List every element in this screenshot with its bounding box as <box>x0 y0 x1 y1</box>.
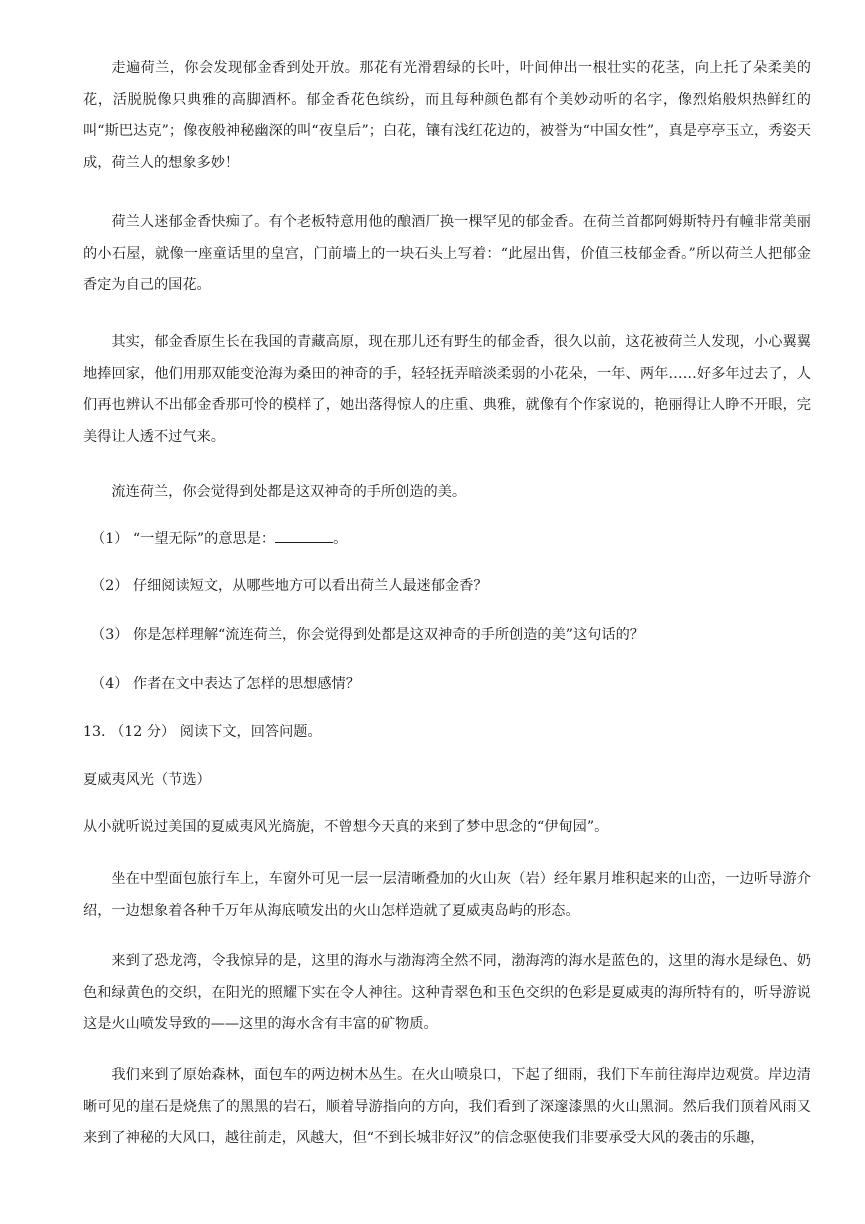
passage1-paragraph-3: 其实，郁金香原生长在我国的青藏高原，现在那儿还有野生的郁金香，很久以前，这花被荷兰人发现，小心翼翼地捧回家，他们用那双能变沧海为桑田的神奇的手，轻轻抚弄暗淡柔弱的小花朵，一年、两年……好多年过去了，人们再也辨认不出郁金香那可怜的模样了，她出落得惊人的庄重、典雅，就像有个作家说的，艳丽得让人睁不开眼，完美得让人透不过气来。 <box>83 334 811 445</box>
question-2-number: （2） <box>91 578 129 594</box>
question-1-number: （1） <box>91 531 129 547</box>
question-2 <box>91 576 819 596</box>
question-4-text: 作者在文中表达了怎样的思想感情？ <box>132 676 360 692</box>
question-1-suffix: 。 <box>333 531 348 547</box>
question-3 <box>91 625 819 645</box>
item-13-paragraph-3: 来到了恐龙湾，令我惊异的是，这里的海水与渤海湾全然不同，渤海湾的海水是蓝色的，这里的海水是绿色、奶色和绿黄色的交织，在阳光的照耀下实在令人神往。这种青翠色和玉色交织的色彩是夏威夷的海所特有的，听导游说这是火山喷发导致的——这里的海水含有丰富的矿物质。 <box>83 953 811 1032</box>
passage1-paragraph-2: 荷兰人迷郁金香快痴了。有个老板特意用他的酿酒厂换一棵罕见的郁金香。在荷兰首都阿姆斯特丹有幢非常美丽的小石屋，就像一座童话里的皇宫，门前墙上的一块石头上写着：“此屋出售，价值三枝郁金香。”所以荷兰人把郁金香定为自己的国花。 <box>83 214 811 293</box>
item-13-number: 13. <box>83 724 106 740</box>
item-13-paragraph-1: 从小就听说过美国的夏威夷风光旖旎，不曾想今天真的来到了梦中思念的“伊甸园”。 <box>83 819 609 835</box>
item-13-paragraph-2: 坐在中型面包旅行车上，车窗外可见一层一层清晰叠加的火山灰（岩）经年累月堆积起来的山峦，一边听导游介绍，一边想象着各种千万年从海底喷发出的火山怎样造就了夏威夷岛屿的形态。 <box>83 871 811 919</box>
question-3-text: 你是怎样理解“流连荷兰，你会觉得到处都是这双神奇的手所创造的美”这句话的？ <box>132 627 644 643</box>
passage1-paragraph-4: 流连荷兰，你会觉得到处都是这双神奇的手所创造的美。 <box>111 484 467 500</box>
item-13-paragraph-4: 我们来到了原始森林，面包车的两边树木丛生。在火山喷泉口，下起了细雨，我们下车前往海岸边观赏。岸边清晰可见的崖石是烧焦了的黑黑的岩石，顺着导游指向的方向，我们看到了深邃漆黑的火山黑洞。然后我们顶着风雨又来到了神秘的大风口，越往前走，风越大，但“不到长城非好汉”的信念驱使我们非要承受大风的袭击的乐趣， <box>83 1067 811 1146</box>
question-2-text: 仔细阅读短文，从哪些地方可以看出荷兰人最迷郁金香？ <box>132 578 488 594</box>
answer-blank[interactable] <box>275 528 333 543</box>
question-3-number: （3） <box>91 627 129 643</box>
question-4 <box>91 674 819 694</box>
question-1-text: “一望无际”的意思是： <box>132 531 276 547</box>
question-4-number: （4） <box>91 676 129 692</box>
passage1-paragraph-1: 走遍荷兰，你会发现郁金香到处开放。那花有光滑碧绿的长叶，叶间伸出一根壮实的花茎，向上托了朵柔美的花，活脱脱像只典雅的高脚酒杯。郁金香花色缤纷，而且每种颜色都有个美妙动听的名字，像烈焰般炽热鲜红的叫“斯巴达克”；像夜般神秘幽深的叫“夜皇后”；白花，镶有浅红花边的，被誉为“中国女性”，真是亭亭玉立，秀姿天成，荷兰人的想象多妙！ <box>83 60 811 171</box>
item-13-title: 夏威夷风光（节选） <box>83 772 211 788</box>
item-13-instruction: 阅读下文，回答问题。 <box>179 724 322 740</box>
item-13-score: （12 分） <box>110 724 176 740</box>
item-13-header <box>83 722 811 742</box>
question-1 <box>91 528 819 549</box>
